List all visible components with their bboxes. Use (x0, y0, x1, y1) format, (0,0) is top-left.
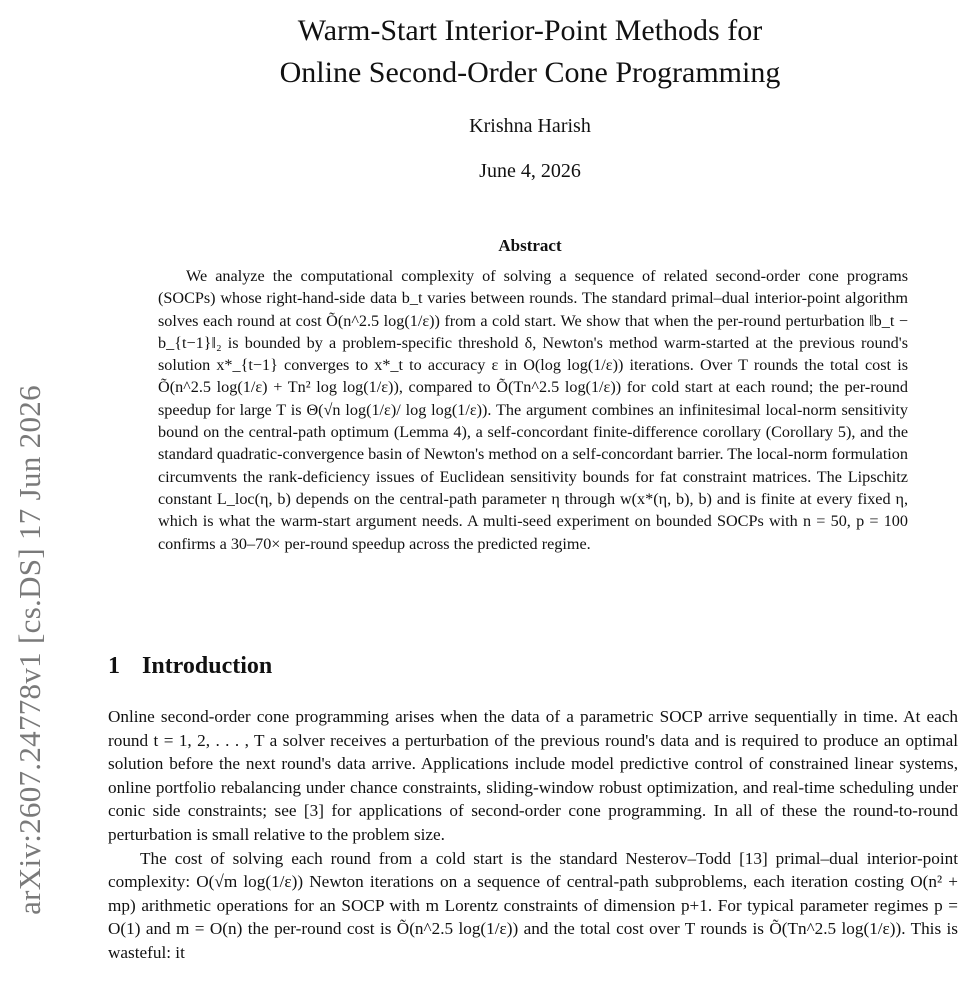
section-heading (108, 653, 272, 680)
publication-date: June 4, 2026 (479, 160, 581, 182)
abstract-text: We analyze the computational complexity of solving a sequence of related second-order cone programs (SOCPs) whose right-hand-side data b_t varies between rounds. The standard primal–dual interior-point algorithm solves each round at cost Õ(n^2.5 log(1/ε)) from a cold start. We show that when the per-round perturbation ‖b_t − b_{t−1}‖₂ is bounded by a problem-specific threshold δ, Newton's method warm-started at the previous round's solution x*_{t−1} converges to x*_t to accuracy ε in O(log log(1/ε)) iterations. Over T rounds the total cost is Õ(n^2.5 log(1/ε) + Tn² log log(1/ε)), compared to Õ(Tn^2.5 log(1/ε)) for cold start at each round; the per-round speedup for large T is Θ(√n log(1/ε)/ log log(1/ε)). The argument combines an infinitesimal local-norm sensitivity bound on the central-path optimum (Lemma 4), a self-concordant finite-difference corollary (Corollary 5), and the standard quadratic-convergence basin of Newton's method on a self-concordant barrier. The local-norm formulation circumvents the rank-deficiency issues of Euclidean sensitivity bounds for fat constraint matrices. The Lipschitz constant L_loc(η, b) depends on the central-path parameter η through w(x*(η, b), b) and is finite at every fixed η, which is what the warm-start argument needs. A multi-seed experiment on bounded SOCPs with n = 50, p = 100 confirms a 30–70× per-round speedup across the predicted regime. (158, 267, 908, 553)
intro-paragraph-2: The cost of solving each round from a cold start is the standard Nesterov–Todd [13] primal–dual interior-point complexity: O(√m log(1/ε)) Newton iterations on a sequence of central-path subproblems, each iteration costing O(n² + mp) arithmetic operations for an SOCP with m Lorentz constraints of dimension p+1. For typical parameter regimes p = O(1) and m = O(n) the per-round cost is Õ(n^2.5 log(1/ε)) and the total cost over T rounds is Õ(Tn^2.5 log(1/ε)). This is wasteful: it (108, 848, 958, 962)
author-name: Krishna Harish (469, 115, 591, 137)
arxiv-identifier: arXiv:2607.24778v1 [cs.DS] 17 Jun 2026 (12, 385, 48, 915)
section-number: 1 (108, 653, 120, 679)
section-title: Introduction (142, 653, 273, 679)
intro-paragraph-1: Online second-order cone programming arises when the data of a parametric SOCP arrive sequentially in time. At each round t = 1, 2, . . . , T a solver receives a perturbation of the previous round's data and is required to produce an optimal solution before the next round's data arrive. Applications include model predictive control of constrained linear systems, online portfolio rebalancing under chance constraints, sliding-window robust optimization, and real-time scheduling under conic side constraints; see [3] for applications of second-order cone programming. In all of these the round-to-round perturbation is small relative to the problem size. (108, 707, 958, 844)
title-line-2: Online Second-Order Cone Programming (279, 56, 781, 89)
arxiv-sidebar-stamp (0, 330, 60, 970)
abstract-heading: Abstract (498, 236, 562, 255)
title-line-1: Warm-Start Interior-Point Methods for (297, 14, 763, 47)
paper-title (170, 10, 890, 94)
introduction-body (108, 705, 958, 965)
